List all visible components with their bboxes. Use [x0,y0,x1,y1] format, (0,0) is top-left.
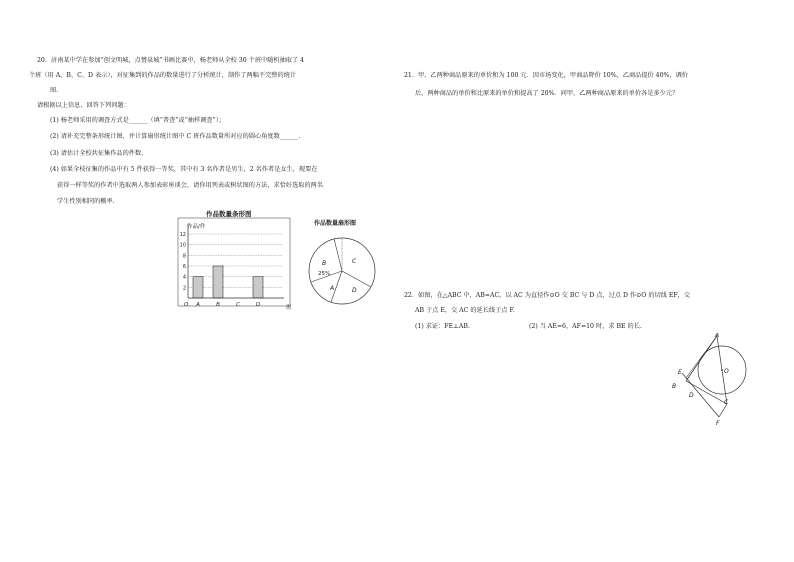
geometry-figure-22 [668,333,756,429]
bar-chart-category-label: B [216,302,220,308]
bar-chart-title: 作品数量条形图 [206,210,252,218]
q20-line-2: 个班（用 A、B、C、D 表示），对征集到的作品的数量进行了分析统计，制作了两幅不完整的统计 [29,72,297,79]
bar-chart-origin: O [184,302,189,308]
fig-label-f: F [716,420,720,427]
q22-sub-2: (2) 当 AE=6，AF=10 时，求 BE 的长. [529,323,642,330]
bar-d [253,277,263,298]
pie-label-d: D [352,287,357,294]
pie-slice-divider-1 [334,239,342,271]
bar-chart-categories [195,302,260,308]
q20-item-3: (3) 请估计全校共征集作品的件数. [50,150,144,157]
bar-chart-xlabel: 班 [286,305,292,311]
q21-line-1: 21．甲、乙两种商品原来的单价和为 100 元．因市场变化，甲商品降价 10%，乙商品提价 40%，调价 [404,72,688,79]
bar-chart-figure [176,208,294,314]
pie-chart-title: 作品数量扇形图 [314,220,357,227]
q22-line-2: AB 于点 E，交 AC 的延长线于点 F. [415,307,515,314]
fig-label-e: E [678,369,682,376]
pie-slice-divider-4 [342,271,371,287]
pie-label-b: B [322,260,327,267]
bar-chart-y-tick-label: 10 [179,242,186,249]
q20-item-4a: (4) 如果全枝征集的作品中有 5 件获得一等奖，其中有 3 名作者是男生，2 名作者是女生，现要在 [50,166,318,173]
q22-sub-1: (1) 求证：FE⊥AB. [415,323,470,330]
q20-item-4c: 学生性别相同的概率. [57,198,115,205]
fig-label-b: B [672,383,677,390]
segment-ea [686,336,717,378]
tangent-ef [682,373,719,417]
fig-label-o: O [724,368,729,375]
center-o-dot [721,369,723,371]
q20-line-1: 20．济南某中学在参加“创文明城，点赞泉城”书画比赛中，杨老师从全校 30 个班中随机抽取了 4 [37,57,305,64]
bar-chart-ylabel: 作品/件 [187,224,206,230]
pie-label-a: A [330,285,335,292]
q22-line-1: 22．如图，在△ABC 中，AB=AC，以 AC 为直径作⊙O 交 BC 与 D 点，过点 D 作⊙O 的切线 EF，交 [404,292,691,299]
bar-chart-bars [193,266,263,298]
bar-a [193,277,203,298]
bar-chart-y-tick-label: 12 [179,232,186,238]
pie-chart-figure [302,218,386,310]
fig-label-c: C [724,399,729,406]
bar-chart-y-tick-label: 4 [182,274,186,281]
bar-chart-category-label: C [236,302,240,308]
bar-chart-y-tick-label: 2 [182,285,186,292]
q20-item-4b: 获得一样等奖的作者中选取两人参加表彰座谈会，请你用列表或树状图的方法，求恰好选取的两名 [57,182,324,189]
bar-chart-y-tick-label: 6 [182,264,186,270]
bar-chart-y-tick-label: 8 [182,253,186,260]
fig-label-d: D [689,392,694,399]
pie-label-c: C [352,258,357,265]
q20-item-1: (1) 杨老师采用的调查方式是______（填“普查”或“抽样调查”）； [50,117,225,124]
pie-annotation-percent: 25% [318,271,331,277]
q20-item-2: (2) 请补充完整条形统计图，并计算扇形统计图中 C 班作品数量所对应的圆心角度数______. [50,133,301,140]
bar-chart-category-label: D [255,302,261,308]
q20-intro: 请根据以上信息，回答下列问题： [37,102,130,109]
bar-chart-y-ticks [180,232,186,291]
bar-b [213,266,223,298]
fig-label-a: A [715,333,720,339]
q20-line-3: 图. [50,87,59,94]
bar-chart-category-label: A [196,302,200,308]
q21-line-2: 后，两种商品的单价和比原来的单价和提高了 20%．问甲、乙两种商品原来的单价各是多少元？ [415,90,679,97]
